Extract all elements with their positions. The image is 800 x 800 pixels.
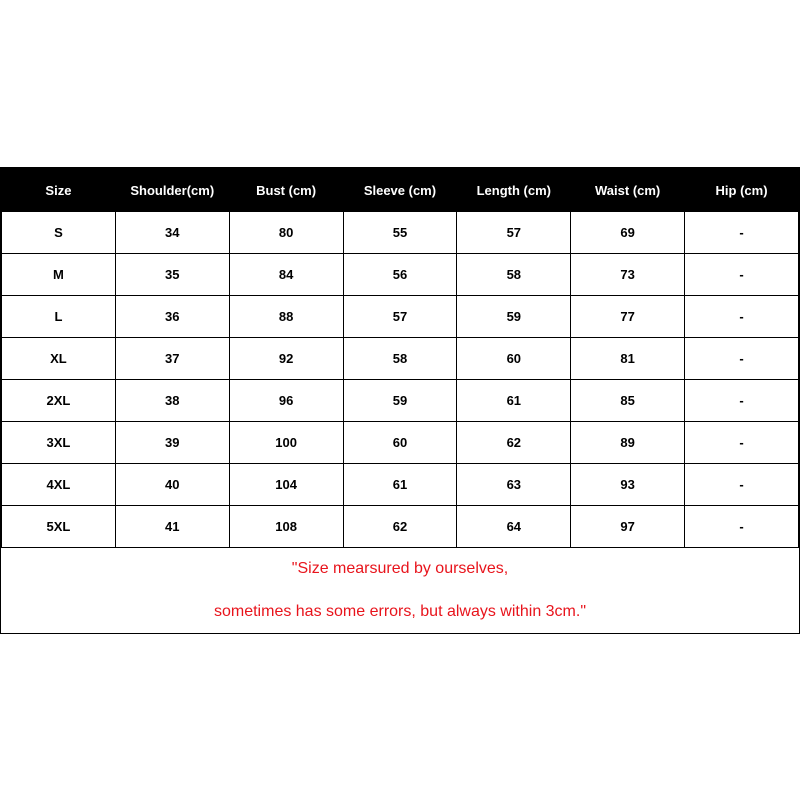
table-row <box>2 212 799 254</box>
header-row <box>2 169 799 212</box>
measurement-note <box>1 548 799 633</box>
cell-hip: - <box>685 422 799 464</box>
cell-shoulder: 40 <box>115 464 229 506</box>
column-header-size: Size <box>2 169 116 212</box>
cell-hip: - <box>685 296 799 338</box>
cell-bust: 84 <box>229 254 343 296</box>
cell-waist: 89 <box>571 422 685 464</box>
column-header-bust: Bust (cm) <box>229 169 343 212</box>
cell-shoulder: 38 <box>115 380 229 422</box>
cell-size: 3XL <box>2 422 116 464</box>
cell-size: S <box>2 212 116 254</box>
cell-size: 4XL <box>2 464 116 506</box>
cell-bust: 92 <box>229 338 343 380</box>
column-header-waist: Waist (cm) <box>571 169 685 212</box>
cell-sleeve: 59 <box>343 380 457 422</box>
cell-hip: - <box>685 254 799 296</box>
cell-waist: 69 <box>571 212 685 254</box>
cell-shoulder: 41 <box>115 506 229 548</box>
cell-size: 2XL <box>2 380 116 422</box>
cell-shoulder: 34 <box>115 212 229 254</box>
cell-shoulder: 35 <box>115 254 229 296</box>
size-chart <box>0 167 800 634</box>
cell-hip: - <box>685 338 799 380</box>
cell-hip: - <box>685 506 799 548</box>
cell-length: 62 <box>457 422 571 464</box>
cell-waist: 97 <box>571 506 685 548</box>
cell-length: 63 <box>457 464 571 506</box>
note-line-2: sometimes has some errors, but always within 3cm." <box>213 603 587 620</box>
column-header-length: Length (cm) <box>457 169 571 212</box>
cell-bust: 88 <box>229 296 343 338</box>
cell-hip: - <box>685 464 799 506</box>
cell-bust: 100 <box>229 422 343 464</box>
table-row <box>2 464 799 506</box>
cell-sleeve: 62 <box>343 506 457 548</box>
cell-shoulder: 36 <box>115 296 229 338</box>
note-line-1: "Size mearsured by ourselves, <box>291 560 509 577</box>
table-row <box>2 296 799 338</box>
cell-length: 61 <box>457 380 571 422</box>
cell-size: M <box>2 254 116 296</box>
cell-sleeve: 58 <box>343 338 457 380</box>
cell-length: 64 <box>457 506 571 548</box>
cell-size: XL <box>2 338 116 380</box>
cell-waist: 93 <box>571 464 685 506</box>
cell-length: 59 <box>457 296 571 338</box>
cell-sleeve: 60 <box>343 422 457 464</box>
column-header-shoulder: Shoulder(cm) <box>115 169 229 212</box>
column-header-sleeve: Sleeve (cm) <box>343 169 457 212</box>
table-row <box>2 506 799 548</box>
cell-bust: 96 <box>229 380 343 422</box>
table-row <box>2 422 799 464</box>
table-row <box>2 338 799 380</box>
cell-sleeve: 55 <box>343 212 457 254</box>
cell-length: 58 <box>457 254 571 296</box>
cell-shoulder: 37 <box>115 338 229 380</box>
cell-shoulder: 39 <box>115 422 229 464</box>
cell-bust: 104 <box>229 464 343 506</box>
column-header-hip: Hip (cm) <box>685 169 799 212</box>
cell-waist: 73 <box>571 254 685 296</box>
cell-size: 5XL <box>2 506 116 548</box>
cell-waist: 77 <box>571 296 685 338</box>
cell-hip: - <box>685 212 799 254</box>
cell-length: 57 <box>457 212 571 254</box>
table-row <box>2 380 799 422</box>
table-row <box>2 254 799 296</box>
cell-bust: 108 <box>229 506 343 548</box>
size-table <box>1 168 799 548</box>
cell-sleeve: 61 <box>343 464 457 506</box>
cell-hip: - <box>685 380 799 422</box>
cell-size: L <box>2 296 116 338</box>
cell-waist: 85 <box>571 380 685 422</box>
cell-sleeve: 57 <box>343 296 457 338</box>
cell-bust: 80 <box>229 212 343 254</box>
cell-sleeve: 56 <box>343 254 457 296</box>
cell-waist: 81 <box>571 338 685 380</box>
cell-length: 60 <box>457 338 571 380</box>
